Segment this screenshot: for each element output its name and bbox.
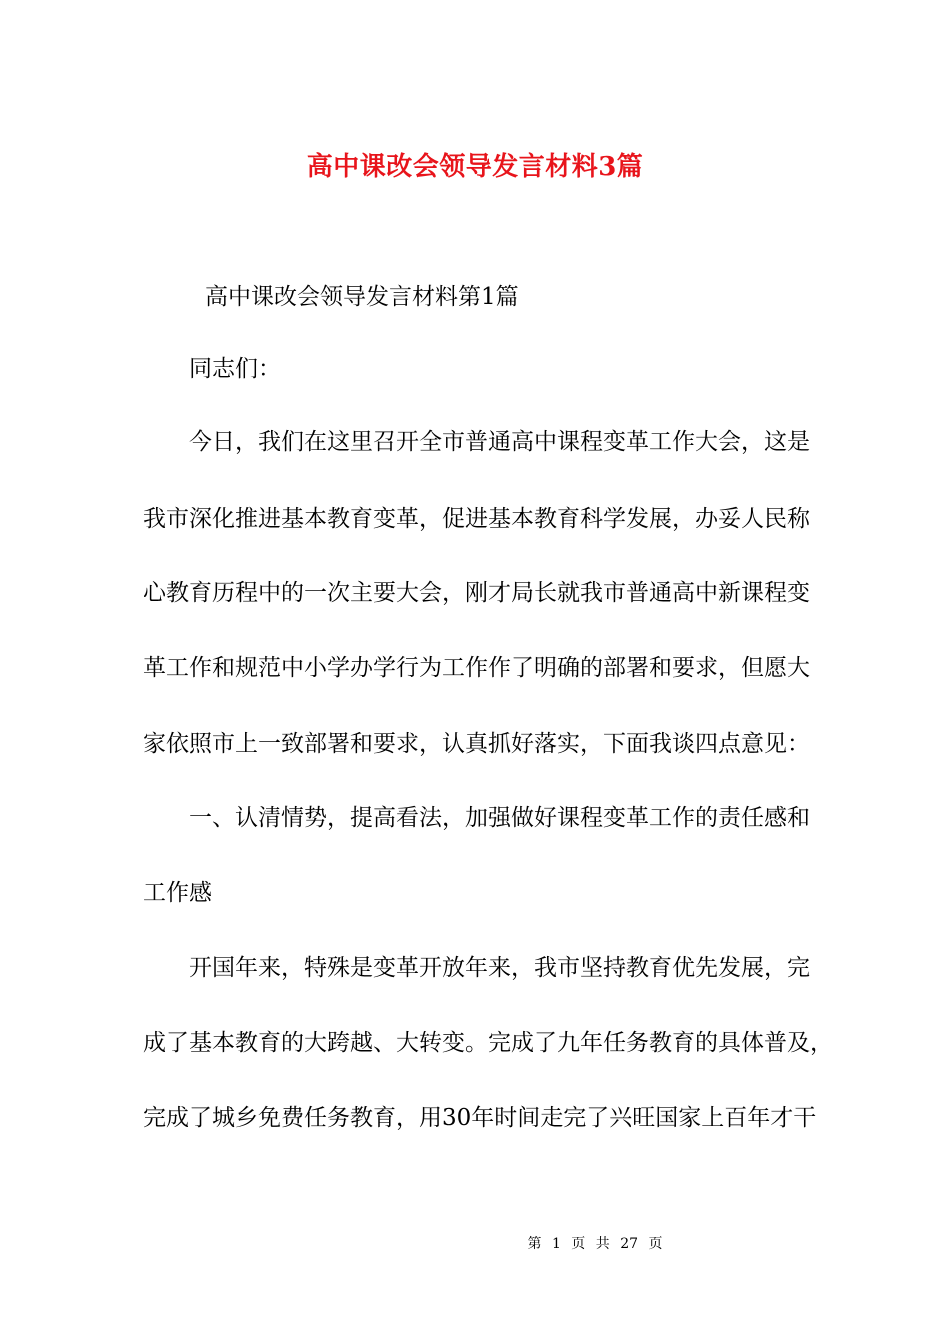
document-title: 高中课改会领导发言材料3篇 (306, 152, 644, 183)
paragraph-line: 工作感 (143, 880, 212, 906)
paragraph-line: 开国年来，特殊是变革开放年来，我市坚持教育优先发展，完 (189, 955, 810, 981)
section-heading: 高中课改会领导发言材料第1篇 (205, 284, 519, 310)
page-indicator: 第 1 页 共 27 页 (527, 1236, 663, 1252)
paragraph-line: 革工作和规范中小学办学行为工作作了明确的部署和要求，但愿大 (143, 655, 810, 681)
paragraph-line: 我市深化推进基本教育变革，促进基本教育科学发展，办妥人民称 (143, 506, 810, 532)
paragraph-line: 成了基本教育的大跨越、大转变。完成了九年任务教育的具体普及， (143, 1030, 833, 1056)
paragraph-line: 完成了城乡免费任务教育，用30年时间走完了兴旺国家上百年才干 (143, 1105, 817, 1131)
paragraph-line: 今日，我们在这里召开全市普通高中课程变革工作大会，这是 (189, 429, 810, 455)
paragraph-line: 心教育历程中的一次主要大会，刚才局长就我市普通高中新课程变 (143, 580, 810, 606)
paragraph-line: 一、认清情势，提高看法，加强做好课程变革工作的责任感和 (189, 805, 810, 831)
paragraph-line: 家依照市上一致部署和要求，认真抓好落实，下面我谈四点意见： (143, 731, 810, 757)
greeting: 同志们： (189, 356, 281, 382)
